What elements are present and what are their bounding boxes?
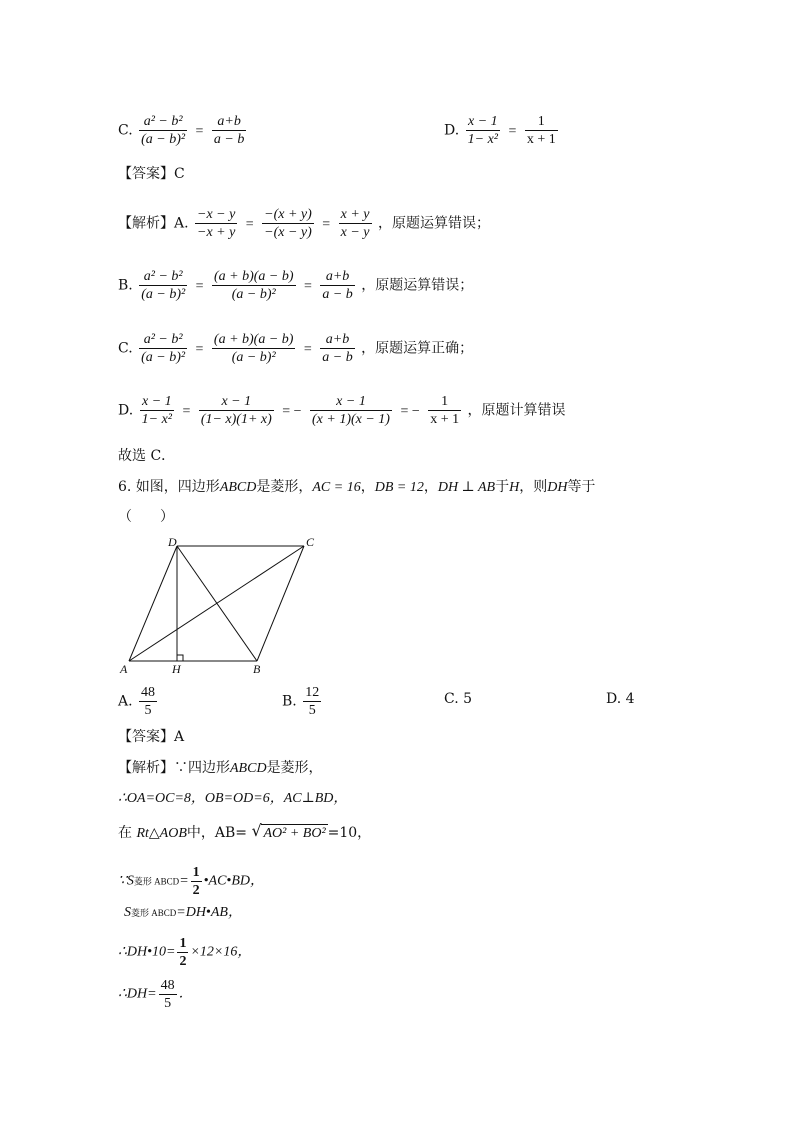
text: ×12×16， xyxy=(190,944,252,960)
text: ∴DH•10= xyxy=(118,944,176,960)
radical-sign: √ xyxy=(251,821,262,840)
denominator: 1− x² xyxy=(467,132,498,147)
denominator: −(x − y) xyxy=(264,225,312,240)
radicand: AO² + BO² xyxy=(263,826,326,841)
fraction xyxy=(139,331,187,366)
fraction xyxy=(191,864,202,899)
denominator: a − b xyxy=(322,287,353,302)
equals: = xyxy=(195,278,204,294)
equals: = xyxy=(303,278,312,294)
answer-value: A xyxy=(174,729,185,745)
denominator: 1− x² xyxy=(141,412,172,427)
fraction xyxy=(195,206,237,241)
right-angle-mark xyxy=(177,655,183,661)
math-ABCD: ABCD xyxy=(230,761,267,776)
note: ，原题运算错误； xyxy=(377,215,490,232)
denominator: 5 xyxy=(164,996,172,1011)
q5-analysis-b xyxy=(118,268,473,303)
option-label: C. xyxy=(118,122,133,139)
numerator: (a + b)(a − b) xyxy=(213,332,294,347)
equals-minus: = − xyxy=(400,403,420,419)
q6-choice-a xyxy=(118,684,159,719)
fraction xyxy=(177,935,188,970)
note: ，原题计算错误 xyxy=(467,402,566,419)
sqrt xyxy=(251,823,327,844)
numerator: −(x + y) xyxy=(264,207,312,222)
q6-analysis-1 xyxy=(118,758,323,779)
q5-analysis-c xyxy=(118,331,473,366)
numerator: 1 xyxy=(428,393,461,411)
text: =DH•AB， xyxy=(176,905,242,920)
denominator: (1− x)(1+ x) xyxy=(200,412,272,427)
denominator: x + 1 xyxy=(526,132,556,147)
option-label: C. xyxy=(118,340,133,357)
q6-stem xyxy=(118,477,595,498)
equals: = xyxy=(195,123,204,139)
stem-text: 等于 xyxy=(567,479,596,495)
q5-analysis-d xyxy=(118,393,566,428)
denominator: 2 xyxy=(179,954,187,969)
denominator: x + 1 xyxy=(430,412,460,427)
text: = xyxy=(179,873,189,889)
side-bc xyxy=(257,546,304,661)
label-d: D xyxy=(168,535,177,549)
fraction xyxy=(303,684,321,719)
text: 是菱形， xyxy=(266,760,323,776)
fraction xyxy=(428,393,461,428)
text: ∵四边形 xyxy=(174,760,230,776)
text: =10， xyxy=(327,825,372,841)
numerator: x − 1 xyxy=(140,393,174,411)
q6-choice-d: D. 4 xyxy=(606,691,635,707)
text: 在 xyxy=(118,825,132,841)
fraction xyxy=(212,113,246,148)
diagonal-db xyxy=(177,546,257,661)
q6-choice-c: C. 5 xyxy=(444,691,473,707)
answer-tag: 【答案】 xyxy=(118,729,174,745)
math-db: DB = 12 xyxy=(374,480,424,495)
stem-text: 是菱形， xyxy=(256,479,313,495)
math-ABCD: ABCD xyxy=(219,480,257,495)
fraction xyxy=(199,393,274,428)
numerator: x + y xyxy=(340,207,370,222)
subscript: 菱形 ABCD xyxy=(131,908,177,918)
punct: ， xyxy=(360,479,375,495)
side-da xyxy=(129,546,177,661)
numerator: x − 1 xyxy=(466,113,500,131)
analysis-tag: 【解析】 xyxy=(118,215,174,232)
option-c xyxy=(118,113,248,148)
fraction xyxy=(140,393,174,428)
denominator: a − b xyxy=(213,132,245,147)
equals: = xyxy=(508,123,517,139)
q6-answer-paren: （ ） xyxy=(118,509,174,525)
option-label: B. xyxy=(118,277,133,294)
text: ． xyxy=(178,986,193,1002)
label-c: C xyxy=(306,535,315,549)
q6-analysis-5 xyxy=(124,903,242,923)
math-ac: AC = 16 xyxy=(312,480,361,495)
denominator: (a − b)² xyxy=(141,287,186,302)
fraction xyxy=(159,977,177,1012)
denominator: (a − b)² xyxy=(141,350,186,365)
numerator: x − 1 xyxy=(199,393,274,411)
equals: = xyxy=(303,341,312,357)
fraction xyxy=(139,268,187,303)
numerator: a² − b² xyxy=(139,331,187,349)
subscript: 菱形 ABCD xyxy=(133,876,180,887)
label-b: B xyxy=(253,662,261,676)
numerator: a+b xyxy=(320,331,354,349)
option-label: B. xyxy=(282,693,297,710)
numerator: −x − y xyxy=(197,207,236,222)
numerator: 1 xyxy=(192,865,200,880)
numerator: 48 xyxy=(141,685,156,700)
analysis-tag: 【解析】 xyxy=(118,760,174,776)
numerator: x − 1 xyxy=(310,393,392,411)
stem-text: ，则 xyxy=(519,479,548,495)
rhombus-diagram xyxy=(110,533,330,679)
denominator: (x + 1)(x − 1) xyxy=(312,412,390,427)
fraction xyxy=(212,268,296,303)
denominator: 2 xyxy=(192,883,200,898)
label-a: A xyxy=(120,662,128,676)
denominator: (a − b)² xyxy=(231,350,276,365)
text: S xyxy=(124,905,131,920)
math-h: H xyxy=(509,480,520,495)
q5-analysis-a xyxy=(118,206,490,241)
numerator: a+b xyxy=(320,268,354,286)
text: 中，AB= xyxy=(186,825,248,841)
text: •AC•BD， xyxy=(203,873,264,889)
note: ，原题运算错误； xyxy=(361,277,474,294)
q5-conclusion: 故选 C． xyxy=(118,448,176,464)
denominator: a − b xyxy=(322,350,353,365)
option-label: A. xyxy=(118,693,133,710)
q6-analysis-3 xyxy=(118,823,371,844)
denominator: x − y xyxy=(340,225,370,240)
fraction xyxy=(310,393,392,428)
equals: = xyxy=(322,216,331,232)
fraction xyxy=(339,206,372,241)
stem-text: 于 xyxy=(495,479,510,495)
punct: ， xyxy=(423,479,438,495)
numerator: a² − b² xyxy=(139,113,187,131)
fraction xyxy=(320,331,354,366)
equals-minus: = − xyxy=(282,403,302,419)
fraction xyxy=(466,113,500,148)
fraction xyxy=(320,268,354,303)
text: ∴DH= xyxy=(118,986,157,1002)
numerator: a² − b² xyxy=(139,268,187,286)
denominator: 5 xyxy=(144,703,152,718)
option-label: D. xyxy=(444,122,460,139)
option-d xyxy=(444,113,560,148)
fraction xyxy=(139,684,157,719)
numerator: a+b xyxy=(212,113,246,131)
numerator: 1 xyxy=(525,113,558,131)
numerator: 1 xyxy=(179,936,187,951)
option-label: D. xyxy=(118,402,134,419)
note: ，原题运算正确； xyxy=(361,340,474,357)
stem-text: 6. 如图，四边形 xyxy=(118,479,220,495)
equals: = xyxy=(195,341,204,357)
math-triangle: Rt△AOB xyxy=(136,826,187,841)
math-dh: DH xyxy=(547,480,568,495)
answer-value: C xyxy=(174,166,185,182)
numerator: 48 xyxy=(160,978,175,993)
fraction xyxy=(525,113,558,148)
equals: = xyxy=(245,216,254,232)
equals: = xyxy=(182,403,191,419)
fraction xyxy=(212,331,296,366)
q6-analysis-4 xyxy=(118,864,264,899)
q6-analysis-7 xyxy=(118,977,193,1012)
denominator: (a − b)² xyxy=(141,132,186,147)
denominator: 5 xyxy=(308,703,316,718)
fraction xyxy=(139,113,187,148)
q6-choice-b xyxy=(282,684,323,719)
fraction xyxy=(262,206,314,241)
text: ∵S xyxy=(118,873,134,889)
math-dh-perp: DH ⊥ AB xyxy=(437,480,496,495)
q6-analysis-2: ∴OA=OC=8，OB=OD=6，AC⊥BD， xyxy=(118,791,348,806)
q6-analysis-6 xyxy=(118,935,251,970)
denominator: (a − b)² xyxy=(231,287,276,302)
q6-answer xyxy=(118,727,184,747)
label-h: H xyxy=(172,662,181,676)
q5-answer xyxy=(118,164,185,184)
numerator: 12 xyxy=(305,685,320,700)
denominator: −x + y xyxy=(197,225,236,240)
option-label: A. xyxy=(174,215,189,232)
answer-tag: 【答案】 xyxy=(118,166,174,182)
numerator: (a + b)(a − b) xyxy=(213,269,294,284)
